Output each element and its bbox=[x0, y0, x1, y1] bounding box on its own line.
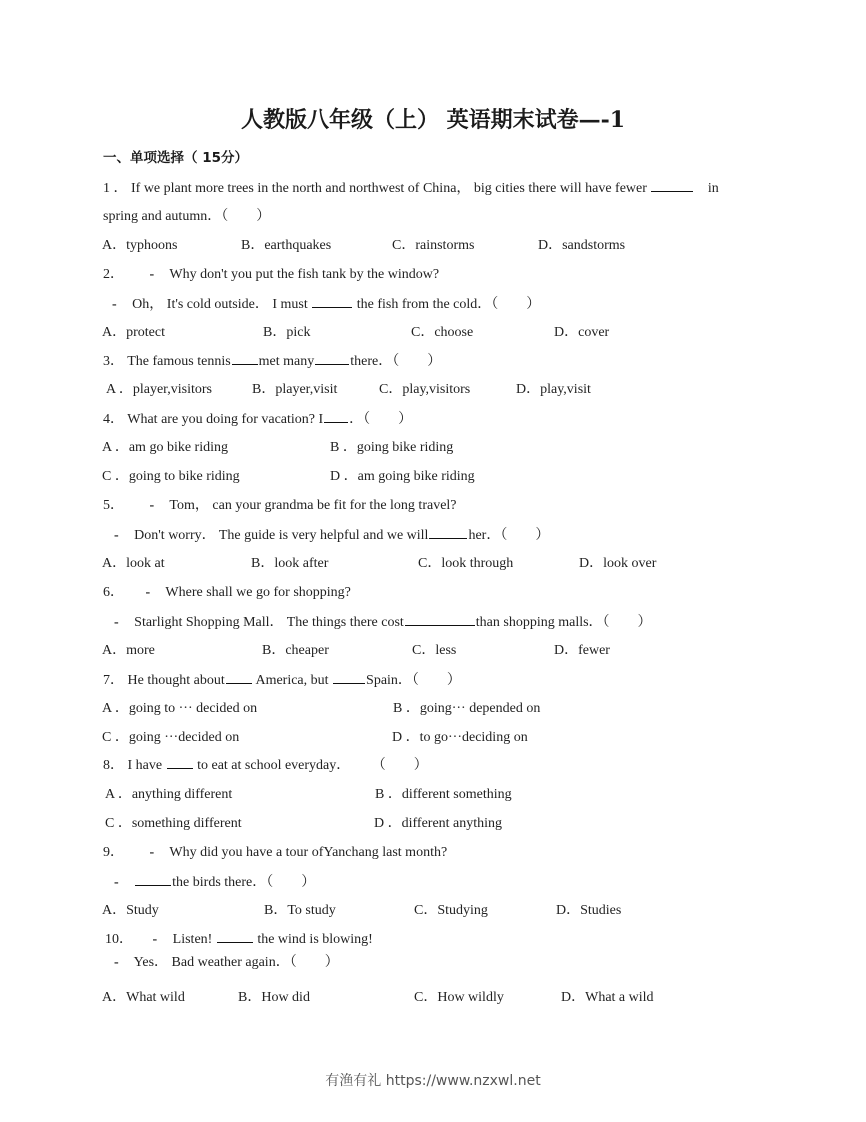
q4-option-d[interactable]: D ．am going bike riding bbox=[330, 469, 475, 484]
q4-option-a[interactable]: A ．am go bike riding bbox=[102, 440, 228, 455]
dash-marker: - bbox=[145, 585, 151, 600]
q5-option-b[interactable]: B．look after bbox=[251, 556, 329, 571]
q7-option-b[interactable]: B ．going··· depended on bbox=[393, 701, 541, 716]
q10-option-b[interactable]: B．How did bbox=[238, 990, 310, 1005]
q9-option-b[interactable]: B．To study bbox=[264, 903, 336, 918]
question-9-line-1: 9． - Why did you have a tour ofYanchang last month? bbox=[103, 845, 448, 860]
question-9-line-2: - the birds there．（ ） bbox=[114, 875, 316, 890]
answer-blank[interactable] bbox=[429, 526, 467, 539]
dash-marker: - bbox=[112, 297, 117, 312]
q10-option-d[interactable]: D．What a wild bbox=[561, 990, 654, 1005]
q5-option-a[interactable]: A．look at bbox=[102, 556, 165, 571]
q8-option-d[interactable]: D ．different anything bbox=[374, 816, 503, 831]
q7-option-a[interactable]: A ．going to ··· decided on bbox=[102, 701, 258, 716]
q1-option-a[interactable]: A．typhoons bbox=[102, 238, 178, 253]
q5-option-d[interactable]: D．look over bbox=[579, 556, 657, 571]
q3-option-d[interactable]: D．play,visit bbox=[516, 382, 591, 397]
q6-option-a[interactable]: A．more bbox=[102, 643, 155, 658]
q1-option-b[interactable]: B．earthquakes bbox=[241, 238, 332, 253]
q10-option-c[interactable]: C．How wildly bbox=[414, 990, 504, 1005]
q1-option-d[interactable]: D．sandstorms bbox=[538, 238, 626, 253]
q3-option-b[interactable]: B．player,visit bbox=[252, 382, 338, 397]
question-10-line-2: - Yes． Bad weather again．（ ） bbox=[114, 955, 339, 970]
dash-marker: - bbox=[114, 528, 119, 543]
q4-option-b[interactable]: B ．going bike riding bbox=[330, 440, 454, 455]
q9-option-d[interactable]: D．Studies bbox=[556, 903, 622, 918]
answer-blank[interactable] bbox=[226, 671, 252, 684]
dash-marker: - bbox=[149, 267, 155, 282]
question-8-line-1: 8． I have to eat at school everyday． （ ） bbox=[103, 758, 428, 773]
q2-option-b[interactable]: B．pick bbox=[263, 325, 311, 340]
q6-option-b[interactable]: B．cheaper bbox=[262, 643, 329, 658]
question-1-line-2: spring and autumn．（ ） bbox=[103, 209, 271, 224]
dash-marker: - bbox=[149, 498, 155, 513]
q2-option-c[interactable]: C．choose bbox=[411, 325, 474, 340]
section-heading: 一、单项选择（ 15分） bbox=[103, 150, 248, 166]
answer-blank[interactable] bbox=[217, 930, 253, 943]
q5-option-c[interactable]: C．look through bbox=[418, 556, 514, 571]
question-4-line-1: 4． What are you doing for vacation? I ．（ ） bbox=[103, 412, 413, 427]
answer-blank[interactable] bbox=[135, 873, 171, 886]
answer-blank[interactable] bbox=[405, 613, 475, 626]
q1-option-c[interactable]: C．rainstorms bbox=[392, 238, 475, 253]
question-10-line-1: 10． - Listen! the wind is blowing! bbox=[105, 932, 373, 947]
q6-option-d[interactable]: D．fewer bbox=[554, 643, 610, 658]
footer-watermark: 有渔有礼 https://www.nzxwl.net bbox=[325, 1073, 541, 1089]
dash-marker: - bbox=[149, 845, 155, 860]
question-6-line-2: - Starlight Shopping Mall． The things there cost than shopping malls．（ ） bbox=[114, 615, 652, 630]
q7-option-c[interactable]: C ．going ···decided on bbox=[102, 730, 240, 745]
q6-option-c[interactable]: C．less bbox=[412, 643, 457, 658]
q8-option-a[interactable]: A ．anything different bbox=[105, 787, 233, 802]
dash-marker: - bbox=[152, 932, 158, 947]
dash-marker: - bbox=[114, 615, 119, 630]
question-2-line-2: - Oh， It's cold outside． I must the fish from the cold．（ ） bbox=[112, 297, 541, 312]
q3-option-c[interactable]: C．play,visitors bbox=[379, 382, 471, 397]
answer-blank[interactable] bbox=[333, 671, 365, 684]
question-5-line-1: 5． - Tom， can your grandma be fit for the long travel? bbox=[103, 498, 457, 513]
q2-option-d[interactable]: D．cover bbox=[554, 325, 610, 340]
answer-blank[interactable] bbox=[167, 756, 193, 769]
q10-option-a[interactable]: A．What wild bbox=[102, 990, 185, 1005]
question-1-line-1: 1 ． If we plant more trees in the north and northwest of China， big cities there will have fewer in bbox=[103, 181, 719, 196]
answer-blank[interactable] bbox=[312, 295, 352, 308]
question-3-line-1: 3． The famous tennis met many there．（ ） bbox=[103, 354, 442, 369]
q9-option-a[interactable]: A．Study bbox=[102, 903, 159, 918]
q4-option-c[interactable]: C ．going to bike riding bbox=[102, 469, 240, 484]
q8-option-c[interactable]: C ．something different bbox=[105, 816, 242, 831]
dash-marker: - bbox=[114, 955, 119, 970]
question-7-line-1: 7． He thought about America, but Spain．（ ） bbox=[103, 673, 461, 688]
answer-blank[interactable] bbox=[315, 352, 349, 365]
dash-marker: - bbox=[114, 875, 119, 890]
q2-option-a[interactable]: A．protect bbox=[102, 325, 165, 340]
q7-option-d[interactable]: D ．to go···deciding on bbox=[392, 730, 528, 745]
page-title: 人教版八年级（上） 英语期末试卷—-1 bbox=[240, 107, 626, 133]
question-2-line-1: 2． - Why don't you put the fish tank by the window? bbox=[103, 267, 440, 282]
answer-blank[interactable] bbox=[324, 410, 348, 423]
question-6-line-1: 6． - Where shall we go for shopping? bbox=[103, 585, 351, 600]
answer-blank[interactable] bbox=[232, 352, 258, 365]
answer-blank[interactable] bbox=[651, 179, 693, 192]
question-5-line-2: - Don't worry． The guide is very helpful and we will her．（ ） bbox=[114, 528, 550, 543]
q3-option-a[interactable]: A ．player,visitors bbox=[106, 382, 212, 397]
q8-option-b[interactable]: B ．different something bbox=[375, 787, 512, 802]
q9-option-c[interactable]: C．Studying bbox=[414, 903, 488, 918]
